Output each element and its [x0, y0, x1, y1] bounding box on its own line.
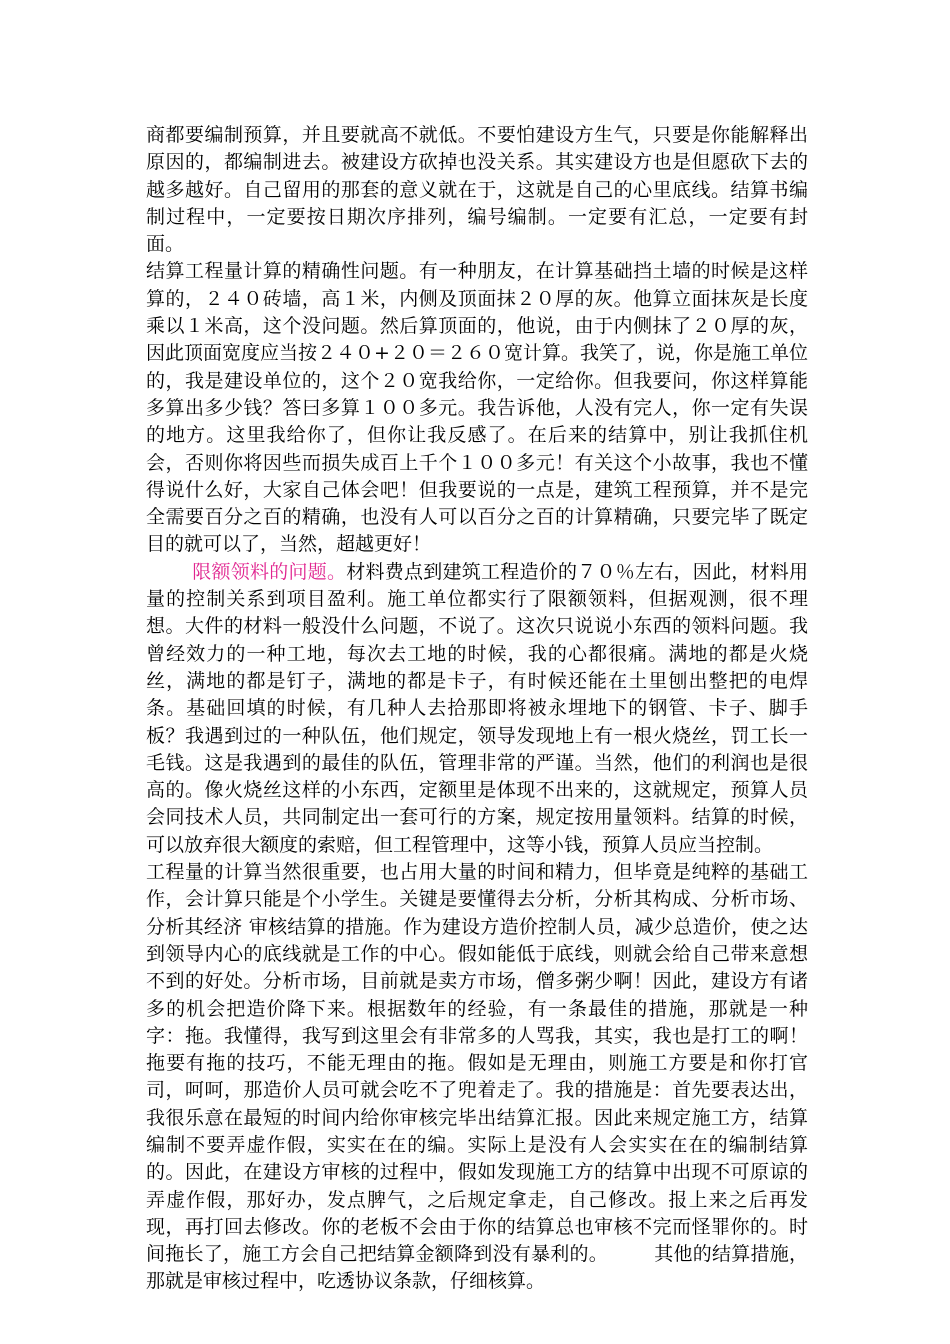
paragraph-material-limit — [146, 559, 808, 859]
paragraph-quantity-accuracy: 结算工程量计算的精确性问题。有一种朋友，在计算基础挡土墙的时候是这样算的，２４０砖墙，高１米，内侧及顶面抹２０厚的灰。他算立面抹灰是长度乘以１米高，这个没问题。然后算顶面的，他说，由于内侧抹了２０厚的灰，因此顶面宽度应当按２４０+２０＝２６０宽计算。我笑了，说，你是施工单位的，我是建设单位的，这个２０宽我给你，一定给你。但我要问，你这样算能多算出多少钱？答曰多算１００多元。我告诉他，人没有完人，你一定有失误的地方。这里我给你了，但你让我反感了。在后来的结算中，别让我抓住机会，否则你将因些而损失成百上千个１００多元！有关这个小故事，我也不懂得说什么好，大家自己体会吧！但我要说的一点是，建筑工程预算，并不是完全需要百分之百的精确，也没有人可以百分之百的计算精确，只要完毕了既定目的就可以了，当然，超越更好！ — [146, 260, 808, 556]
paragraph-settlement-review-body: 工程量的计算当然很重要，也占用大量的时间和精力，但毕竟是纯粹的基础工作，会计算只能是个小学生。关键是要懂得去分析，分析其构成、分析市场、分析其经济 审核结算的措施。作为建设方造价控制人员，减少总造价，使之达到领导内心的底线就是工作的中心。假如能低于底线，则就会给自己带来意想不到的好处。分析市场，目前就是卖方市场，僧多粥少啊！因此，建设方有诸多的机会把造价降下来。根据数年的经验，有一条最佳的措施，那就是一种字：拖。我懂得，我写到这里会有非常多的人骂我，其实，我也是打工的啊！拖要有拖的技巧，不能无理由的拖。假如是无理由，则施工方要是和你打官司，呵呵，那造价人员可就会吃不了兜着走了。我的措施是：首先要表达出，我很乐意在最短的时间内给你审核完毕出结算汇报。因此来规定施工方，结算编制不要弄虚作假，实实在在的编。实际上是没有人会实实在在的编制结算的。因此，在建设方审核的过程中，假如发现施工方的结算中出现不可原谅的弄虚作假，那好办，发点脾气，之后规定拿走，自己修改。报上来之后再发现，再打回去修改。你的老板不会由于你的结算总也审核不完而怪罪你的。时间拖长了，施工方会自己把结算金额降到没有暴利的。 — [146, 861, 808, 1266]
paragraph-material-limit-body: 材料费点到建筑工程造价的７０％左右，因此，材料用量的控制关系到项目盈利。施工单位都实行了限额领料，但据观测，很不理想。大件的材料一般没什么问题，不说了。这次只说说小东西的领料问题。我曾经效力的一种工地，每次去工地的时候，我的心都很痛。满地的都是火烧丝，满地的都是钉子，满地的都是卡子，有时候还能在土里刨出整把的电焊条。基础回填的时候，有几种人去拾那即将被永埋地下的钢管、卡子、脚手板？我遇到过的一种队伍，他们规定，领导发现地上有一根火烧丝，罚工长一毛钱。这是我遇到的最佳的队伍，管理非常的严谨。当然，他们的利润也是很高的。像火烧丝这样的小东西，定额里是体现不出来的，这就规定，预算人员会同技术人员，共同制定出一套可行的方案，规定按用量领料。结算的时候，可以放弃很大额度的索赔，但工程管理中，这等小钱，预算人员应当控制。 — [146, 560, 808, 856]
paragraph-budget-compilation: 商都要编制预算，并且要就高不就低。不要怕建设方生气，只要是你能解释出原因的，都编制进去。被建设方砍掉也没关系。其实建设方也是但愿砍下去的越多越好。自己留用的那套的意义就在于，这就是自己的心里底线。结算书编制过程中，一定要按日期次序排列，编号编制。一定要有汇总，一定要有封面。 — [146, 124, 808, 256]
paragraph-settlement-review — [146, 859, 808, 1296]
section-heading-material-limit: 限额领料的问题。 — [192, 560, 347, 583]
paragraph-settlement-review-tail: 其他的结算措施，那就是审核过程中，吃透协议条款，仔细核算。 — [146, 1243, 808, 1293]
document-body — [146, 122, 808, 1296]
